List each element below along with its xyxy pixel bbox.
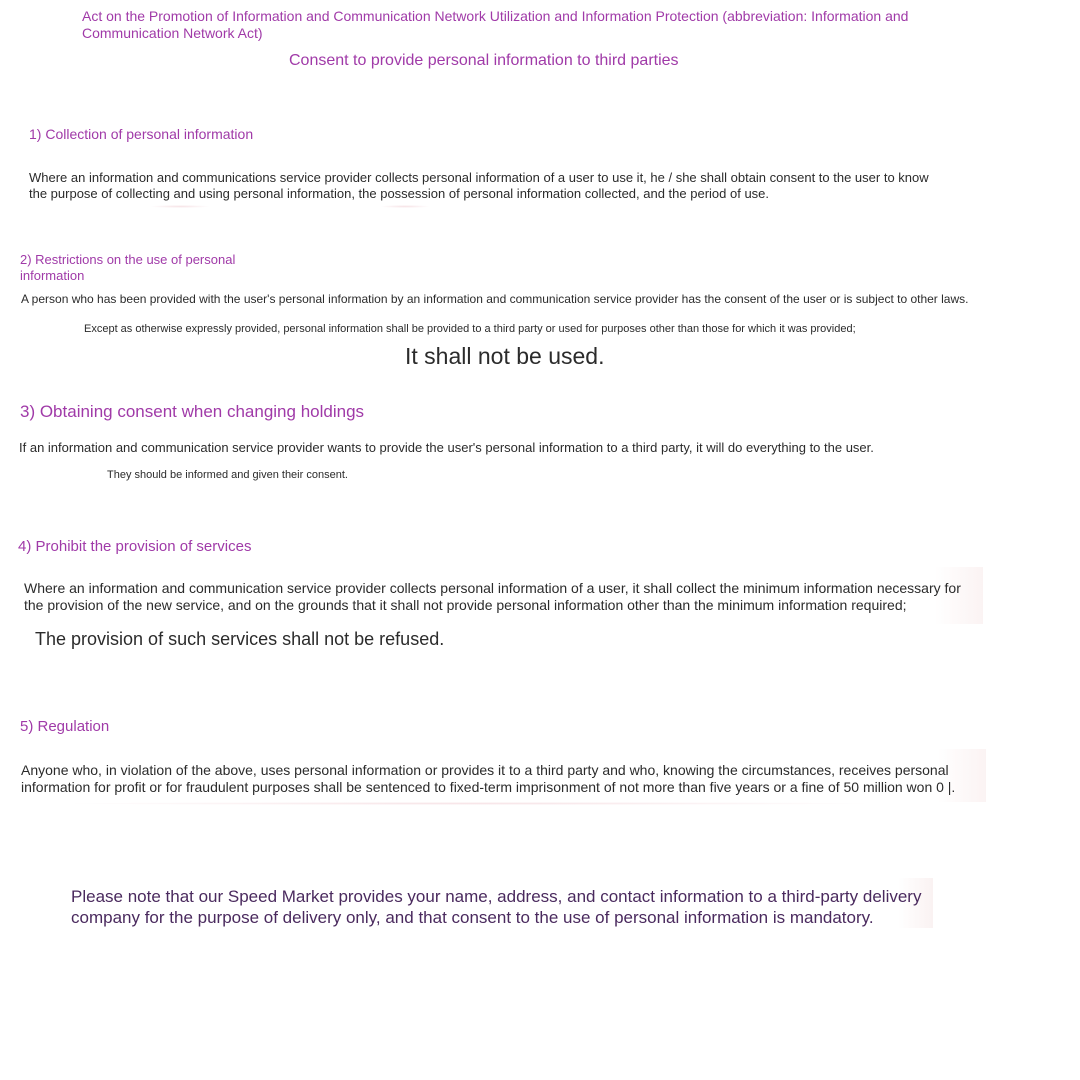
- section-1-body: Where an information and communications service provider collects personal information of a user to use it, he / she shall obtain consent to the user to know the purpose of collecting and using personal information, the possession of personal information collected, and the period of use.: [29, 170, 929, 201]
- section-2-final-statement: It shall not be used.: [405, 343, 605, 369]
- section-4-body: Where an information and communication service provider collects personal information of a user, it shall collect the minimum information necessary for the provision of the new service, and on the grounds that it shall not provide personal information other than the minimum information required;: [24, 580, 961, 613]
- act-title: Act on the Promotion of Information and Communication Network Utilization and Information Protection (abbreviation: Information and Communication Network Act): [82, 8, 909, 41]
- section-2-note: Except as otherwise expressly provided, personal information shall be provided to a third party or used for purposes other than those for which it was provided;: [84, 323, 856, 335]
- section-3-body: If an information and communication service provider wants to provide the user's personal information to a third party, it will do everything to the user.: [19, 440, 874, 455]
- section-5-heading: 5) Regulation: [20, 718, 110, 735]
- section-1-heading: 1) Collection of personal information: [29, 126, 254, 142]
- section-5-body: Anyone who, in violation of the above, uses personal information or provides it to a third party and who, knowing the circumstances, receives personal information for profit or for fraudulent purposes shall be sentenced to fixed-term imprisonment of not more than five years or a fine of 50 million won 0 |.: [21, 762, 956, 795]
- delivery-notice: Please note that our Speed Market provides your name, address, and contact information to a third-party delivery company for the purpose of delivery only, and that consent to the use of personal information is mandatory.: [71, 887, 922, 927]
- section-3-note: They should be informed and given their consent.: [107, 469, 348, 481]
- section-3-heading: 3) Obtaining consent when changing holdings: [20, 402, 365, 421]
- section-2-body: A person who has been provided with the user's personal information by an information and communication service provider has the consent of the user or is subject to other laws.: [21, 292, 969, 306]
- section-4-heading: 4) Prohibit the provision of services: [18, 538, 252, 555]
- document-subtitle: Consent to provide personal information to third parties: [289, 52, 679, 69]
- section-4-final-statement: The provision of such services shall not be refused.: [35, 629, 445, 649]
- section-2-heading: 2) Restrictions on the use of personal information: [20, 252, 236, 283]
